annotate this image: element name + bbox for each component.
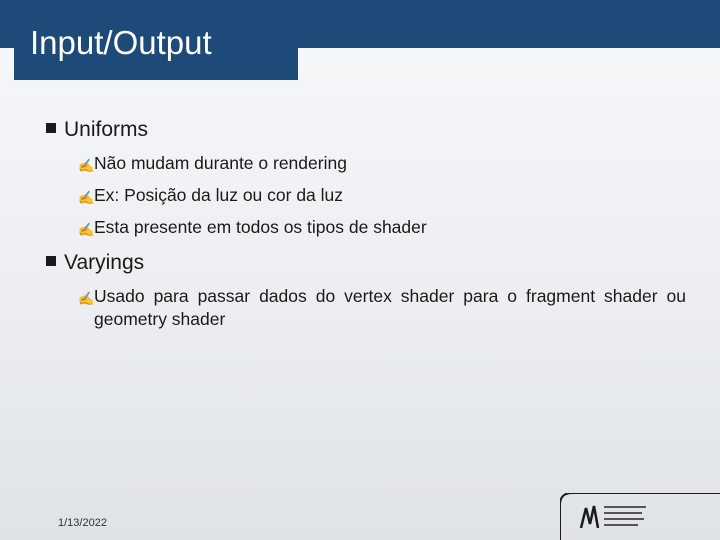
section-heading (46, 118, 686, 142)
square-bullet-icon (46, 256, 56, 266)
list-item-text: Ex: Posição da luz ou cor da luz (94, 185, 344, 205)
section-heading (46, 251, 686, 275)
list-item (46, 152, 686, 177)
slide-content (46, 118, 686, 338)
pen-icon: ✍ (78, 158, 95, 173)
list-item (46, 216, 686, 241)
list-item-text: Não mudam durante o rendering (94, 153, 347, 173)
slide-title: Input/Output (30, 24, 212, 61)
pen-icon: ✍ (78, 222, 95, 237)
list-item-text: Usado para passar dados do vertex shader para o fragment shader ou geometry shader (94, 286, 686, 329)
pen-icon: ✍ (78, 190, 95, 205)
list-item-text: Esta presente em todos os tipos de shader (94, 217, 427, 237)
lab-logo-icon (578, 502, 650, 532)
list-item (46, 285, 686, 331)
square-bullet-icon (46, 123, 56, 133)
section-heading-text: Uniforms (64, 118, 149, 141)
slide-date: 1/13/2022 (58, 517, 107, 529)
section-heading-text: Varyings (64, 251, 145, 274)
pen-icon: ✍ (78, 291, 95, 306)
list-item (46, 184, 686, 209)
